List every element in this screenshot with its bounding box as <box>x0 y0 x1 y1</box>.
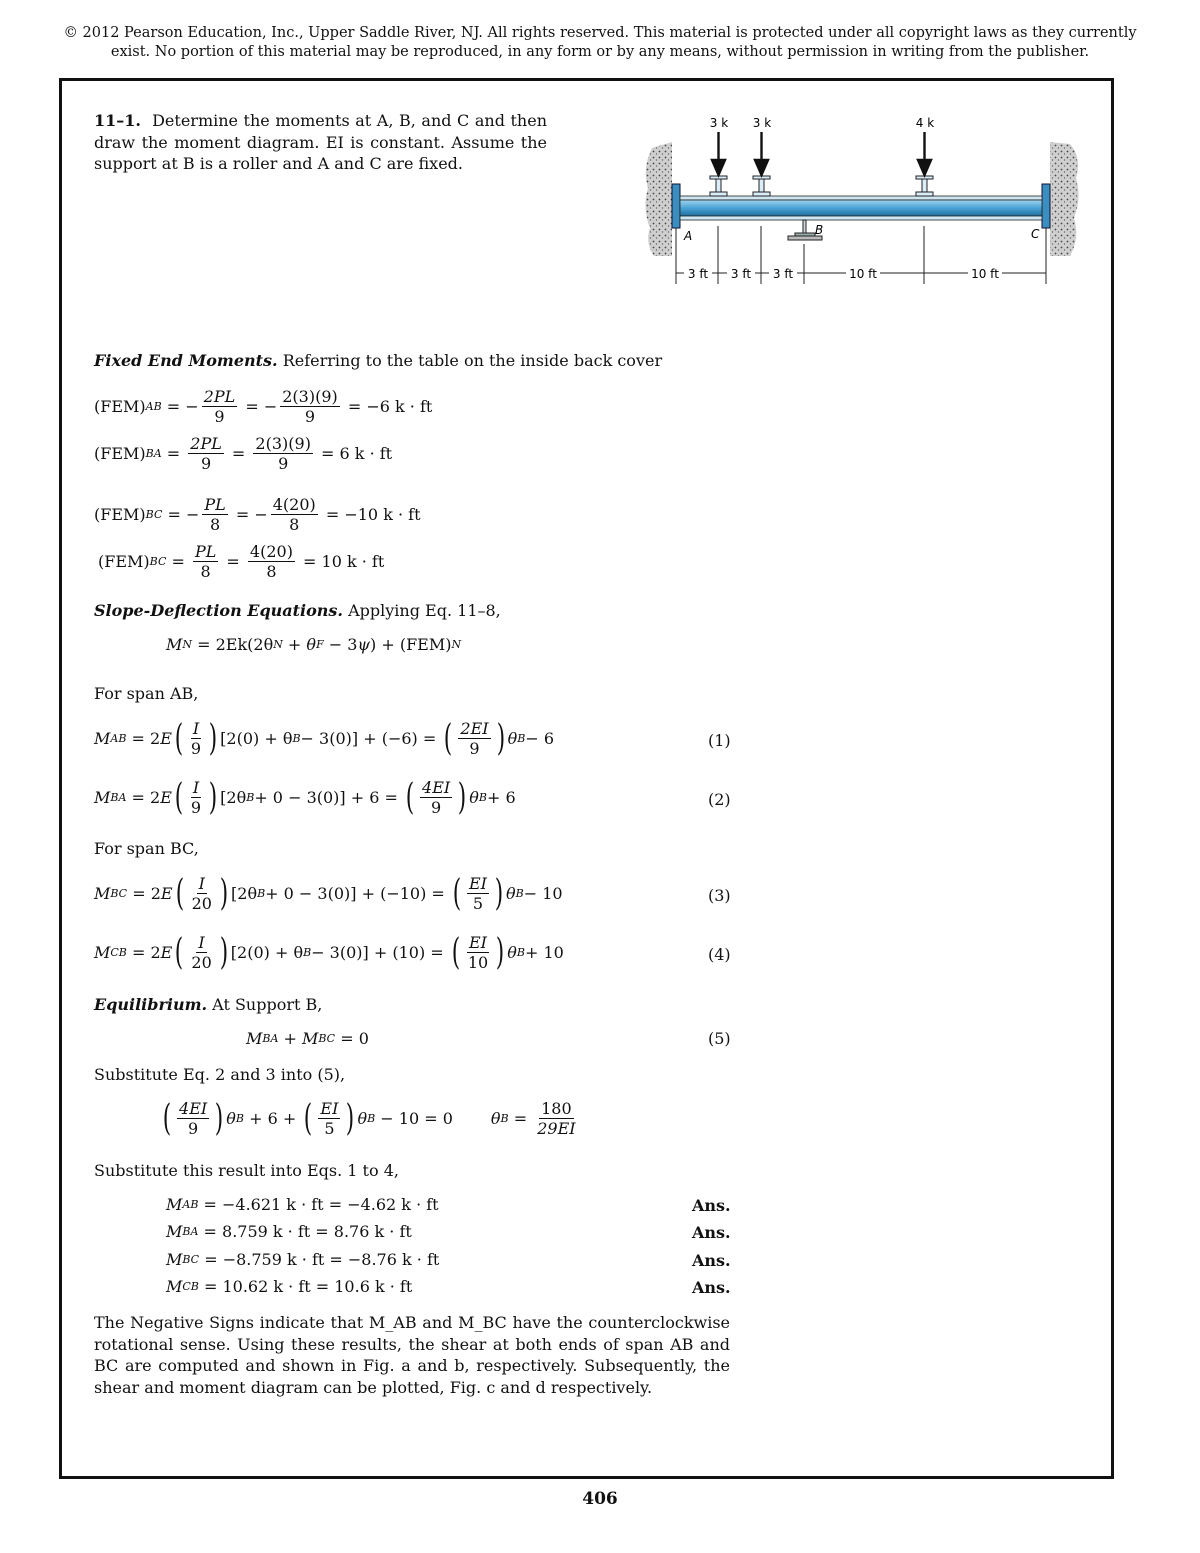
substitute-result-text: Substitute this result into Eqs. 1 to 4, <box>94 1161 399 1180</box>
right-wall <box>1050 142 1079 256</box>
slope-intro: Applying Eq. 11–8, <box>348 601 501 620</box>
equilibrium-intro: At Support B, <box>212 995 323 1014</box>
dim-label-1: 3 ft <box>687 267 709 281</box>
beam <box>680 200 1042 216</box>
fem-ba-equation: (FEM) BA = $\frac{2PL}{9}$ = $\frac{2(3)(9)}{9}$ = 6 k · ft <box>94 434 393 473</box>
answer-label: Ans. <box>692 1251 731 1270</box>
load-label-2: 3 k <box>752 116 772 130</box>
copyright-line-2: exist. No portion of this material may be reproduced, in any form or by any means, without permission in writing from the publisher. <box>110 44 1090 60</box>
support-c-plate <box>1042 184 1050 228</box>
equation-4: M CB = 2 E ( $\frac{I}{20}$ ) [2(0) + θ B − 3(0)] + (10) = ( $\frac{EI}{10}$ ) θ B + 10 <box>94 931 564 973</box>
left-wall <box>645 142 672 256</box>
equation-1-number: (1) <box>708 731 731 750</box>
fem-heading: Fixed End Moments. <box>94 351 278 370</box>
equation-5-number: (5) <box>708 1029 731 1048</box>
dim-label-5: 10 ft <box>971 267 999 281</box>
problem-statement <box>94 110 547 175</box>
support-label-a: A <box>684 229 693 243</box>
equation-5: M BA + M BC = 0 <box>246 1029 369 1048</box>
result-m-bc: M BC = −8.759 k · ft = −8.76 k · ft <box>166 1250 440 1269</box>
equilibrium-heading-line <box>94 994 322 1016</box>
support-label-b: B <box>815 223 824 237</box>
beam-figure <box>640 108 1090 293</box>
equation-2: M BA = 2 E ( $\frac{I}{9}$ ) [2θ B + 0 − 3(0)] + 6 = ( $\frac{4EI}{9}$ ) θ B + 6 <box>94 776 516 818</box>
result-m-ab: M AB = −4.621 k · ft = −4.62 k · ft <box>166 1195 439 1214</box>
slope-heading: Slope-Deflection Equations. <box>94 601 343 620</box>
equation-1: M AB = 2 E ( $\frac{I}{9}$ ) [2(0) + θ B − 3(0)] + (−6) = ( $\frac{2EI}{9}$ ) θ B − 6 <box>94 717 555 759</box>
load-label-3: 4 k <box>915 116 935 130</box>
page-number: 406 <box>582 1489 618 1509</box>
copyright-notice <box>60 24 1140 62</box>
substitution-equation: ( $\frac{4EI}{9}$ ) θ B + 6 + ( $\frac{EI}{5}$ ) θ B − 10 = 0 θ B = $\frac{180}{29EI}$ <box>162 1097 576 1139</box>
conclusion-paragraph: The Negative Signs indicate that M_AB and M_BC have the counterclockwise rotational sense. Using these results, the shear at both ends of span AB and BC are computed and shown in Fig. a and b, respectively. Subsequently, the shear and moment diagram can be plotted, Fig. c and d respectively. <box>94 1313 730 1397</box>
span-bc-label: For span BC, <box>94 839 199 858</box>
equation-4-number: (4) <box>708 945 731 964</box>
fem-heading-line <box>94 350 662 372</box>
copyright-line-1: © 2012 Pearson Education, Inc., Upper Saddle River, NJ. All rights reserved. This material is protected under all copyright laws as they currently <box>63 25 1137 41</box>
equation-3-number: (3) <box>708 886 731 905</box>
equilibrium-heading: Equilibrium. <box>94 995 208 1014</box>
theta-b-result: $\frac{180}{29EI}$ <box>537 1099 576 1138</box>
problem-number: 11–1. <box>94 111 141 130</box>
dim-label-3: 3 ft <box>772 267 794 281</box>
slope-deflection-general-equation: M N = 2Ek(2θ N + θ F − 3 ψ ) + (FEM) N <box>166 635 462 654</box>
fem-bc-equation: (FEM) BC = − $\frac{PL}{8}$ = − $\frac{4(20)}{8}$ = −10 k · ft <box>94 495 421 534</box>
span-ab-label: For span AB, <box>94 684 199 703</box>
fem-cb-equation: (FEM) BC = $\frac{PL}{8}$ = $\frac{4(20)}{8}$ = 10 k · ft <box>98 542 385 581</box>
fem-intro: Referring to the table on the inside back cover <box>282 351 663 370</box>
equation-3: M BC = 2 E ( $\frac{I}{20}$ ) [2θ B + 0 − 3(0)] + (−10) = ( $\frac{EI}{5}$ ) θ B − 10 <box>94 872 563 914</box>
substitute-text: Substitute Eq. 2 and 3 into (5), <box>94 1065 346 1084</box>
support-label-c: C <box>1031 227 1040 241</box>
dim-label-2: 3 ft <box>730 267 752 281</box>
support-a-plate <box>672 184 680 228</box>
fem-ab-equation: (FEM) AB = − $\frac{2PL}{9}$ = − $\frac{2(3)(9)}{9}$ = −6 k · ft <box>94 387 433 426</box>
result-m-ba: M BA = 8.759 k · ft = 8.76 k · ft <box>166 1222 412 1241</box>
answer-label: Ans. <box>692 1196 731 1215</box>
problem-text: Determine the moments at A, B, and C and then draw the moment diagram. EI is constant. Assume the support at B is a roller and A and C are fixed. <box>94 111 547 173</box>
result-m-cb: M CB = 10.62 k · ft = 10.6 k · ft <box>166 1277 413 1296</box>
answer-label: Ans. <box>692 1223 731 1242</box>
load-label-1: 3 k <box>709 116 729 130</box>
equation-2-number: (2) <box>708 790 731 809</box>
slope-heading-line <box>94 600 501 622</box>
answer-label: Ans. <box>692 1278 731 1297</box>
dim-label-4: 10 ft <box>849 267 877 281</box>
